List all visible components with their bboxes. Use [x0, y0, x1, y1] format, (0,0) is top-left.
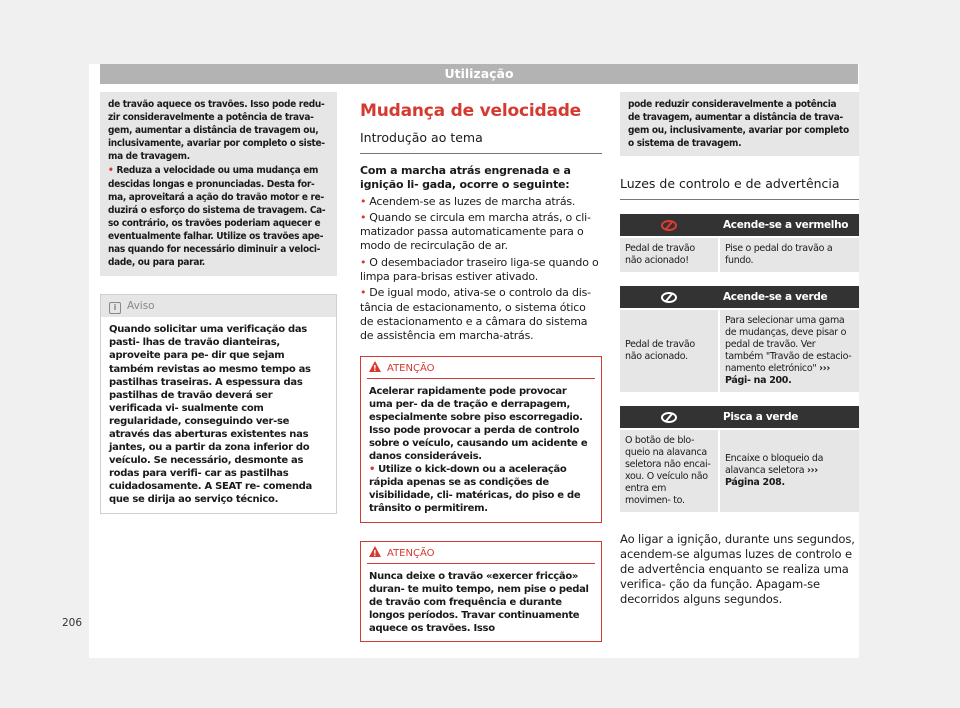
brake-pedal-indicator-icon — [661, 412, 677, 423]
continued-warning-box: pode reduzir consideravelmente a potência de travagem, aumentar a distância de trava- gem ou, inclusivamente, avariar por completo o sistema de travagem. — [620, 92, 859, 156]
table-cell-action: Para selecionar uma gama de mudanças, deve pisar o pedal de travão. Ver também "Travão de estacio- namento eletrónico" ››› Pági- na 200. — [718, 310, 859, 392]
warning-triangle-icon — [369, 361, 381, 372]
chapter-subtitle: Introdução ao tema — [360, 130, 602, 154]
table-cell-condition: O botão de blo- queio na alavanca seletora não encai- xou. O veículo não entra em movimen- to. — [620, 430, 718, 512]
column-left — [100, 92, 337, 514]
warning-bullet-item: • Utilize o kick-down ou a aceleração rápida apenas se as condições de visibilidade, cli- matéricas, do piso e de trânsito o permitirem. — [369, 464, 581, 515]
table-row — [620, 238, 859, 272]
table-header-row — [620, 214, 859, 236]
section-header: Utilização — [100, 64, 858, 84]
table-header-row — [620, 286, 859, 308]
section-title: Luzes de controlo e de advertência — [620, 176, 859, 200]
warning-title: ATENÇÃO — [387, 362, 435, 374]
table-header-label: Acende-se a vermelho — [722, 219, 849, 232]
column-middle — [360, 92, 602, 642]
warning-box-brake — [360, 541, 602, 642]
table-cell-action: Pise o pedal do travão a fundo. — [718, 238, 859, 272]
list-item: • Quando se circula em marcha atrás, o cli- matizador passa automaticamente para o modo de recirculação de ar. — [360, 210, 591, 253]
page-reference-link[interactable]: ››› Pági- na 200. — [724, 363, 831, 387]
warning-title: ATENÇÃO — [387, 547, 435, 559]
warning-body: Nunca deixe o travão «exercer fricção» duran- te muito tempo, nem pise o pedal de travão com frequência e durante longos períodos. Travar continuamente aquece os travões. Isso — [369, 570, 589, 634]
table-header-label: Pisca a verde — [722, 411, 799, 424]
warning-box-acceleration — [360, 356, 602, 523]
list-item: • Acendem-se as luzes de marcha atrás. — [360, 194, 576, 208]
warning-header — [367, 357, 595, 379]
chapter-title: Mudança de velocidade — [360, 101, 582, 121]
bullet-icon: • — [108, 165, 114, 177]
table-row — [620, 310, 859, 392]
notice-body: Quando solicitar uma verificação das pasti- lhas de travão dianteiras, aproveite para pe- dir que sejam também revistas ao mesmo tempo as pastilhas traseiras. A espessura das pastilhas de travão deverá ser verificada vi- sualmente com regularidade, conseguindo ver-se através das aberturas existentes nas jantes, ou a partir da zona inferior do veículo. Se necessário, desmonte as rodas para verifi- car as pastilhas cuidadosamente. A SEAT re- comenda que se dirija ao serviço técnico. — [109, 324, 312, 506]
warning-header — [367, 542, 595, 564]
notice-box — [100, 294, 337, 513]
table-cell-condition: Pedal de travão não acionado! — [620, 238, 718, 272]
lamp-table-green — [620, 286, 859, 392]
brake-pedal-warning-icon — [661, 220, 677, 231]
warning-bullet-item: • Reduza a velocidade ou uma mudança em descidas longas e pronunciadas. Desta for- ma, aproveitará a ação do travão motor e re- duzirá o esforço do sistema de travagem. Ca- so contrário, os travões poderiam aquecer e eventualmente falhar. Utilize os travões ape- nas quando for necessário diminuir a veloci- dade, ou para parar. — [108, 165, 326, 269]
table-header-row — [620, 406, 859, 428]
final-paragraph: Ao ligar a ignição, durante uns segundos, acendem-se algumas luzes de controlo e de advertência enquanto se realiza uma verifica- ção da função. Apagam-se decorridos alguns segundos. — [620, 532, 855, 607]
warning-continuation-text: de travão aquece os travões. Isso pode redu- zir consideravelmente a potência de trava- gem, aumentar a distância de travagem ou, inclusivamente, avariar por completo o siste- ma de travagem. — [108, 99, 325, 163]
continued-warning-box — [100, 92, 337, 276]
page-number: 206 — [62, 617, 83, 629]
bullet-icon: • — [369, 464, 376, 476]
notice-title: Aviso — [127, 300, 155, 313]
bullet-icon: • — [360, 286, 367, 300]
table-header-label: Acende-se a verde — [722, 291, 828, 304]
brake-pedal-indicator-icon — [661, 292, 677, 303]
warning-body: Acelerar rapidamente pode provocar uma per- da de tração e derrapagem, especialmente sobre piso escorregadio. Isso pode provocar a perda de controlo sobre o veículo, causando um acidente e danos consideráveis. • Utilize o kick-down ou a aceleração rápida apenas se as condições de visibilidade, cli- matéricas, do piso e de trânsito o permitirem. — [361, 379, 601, 522]
table-cell-condition: Pedal de travão não acionado. — [620, 310, 718, 392]
list-item: • O desembaciador traseiro liga-se quando o limpa para-brisas estiver ativado. — [360, 255, 599, 284]
page-reference-link[interactable]: ››› Página 208. — [724, 465, 818, 489]
effects-list — [360, 195, 602, 344]
warning-triangle-icon — [369, 546, 381, 557]
intro-text: Com a marcha atrás engrenada e a ignição li- gada, ocorre o seguinte: — [360, 164, 571, 192]
column-right — [620, 92, 859, 607]
lamp-table-blink — [620, 406, 859, 512]
bullet-icon: • — [360, 210, 367, 224]
bullet-icon: • — [360, 194, 367, 208]
info-icon: i — [109, 302, 121, 314]
bullet-icon: • — [360, 255, 367, 269]
table-cell-action: Encaixe o bloqueio da alavanca seletora ››› Página 208. — [718, 430, 859, 512]
lamp-table-red — [620, 214, 859, 272]
table-row — [620, 430, 859, 512]
list-item: • De igual modo, ativa-se o controlo da dis- tância de estacionamento, o sistema ótico de estacionamento e a câmara do sistema de assistência em marcha-atrás. — [360, 286, 591, 343]
notice-header — [101, 295, 336, 317]
